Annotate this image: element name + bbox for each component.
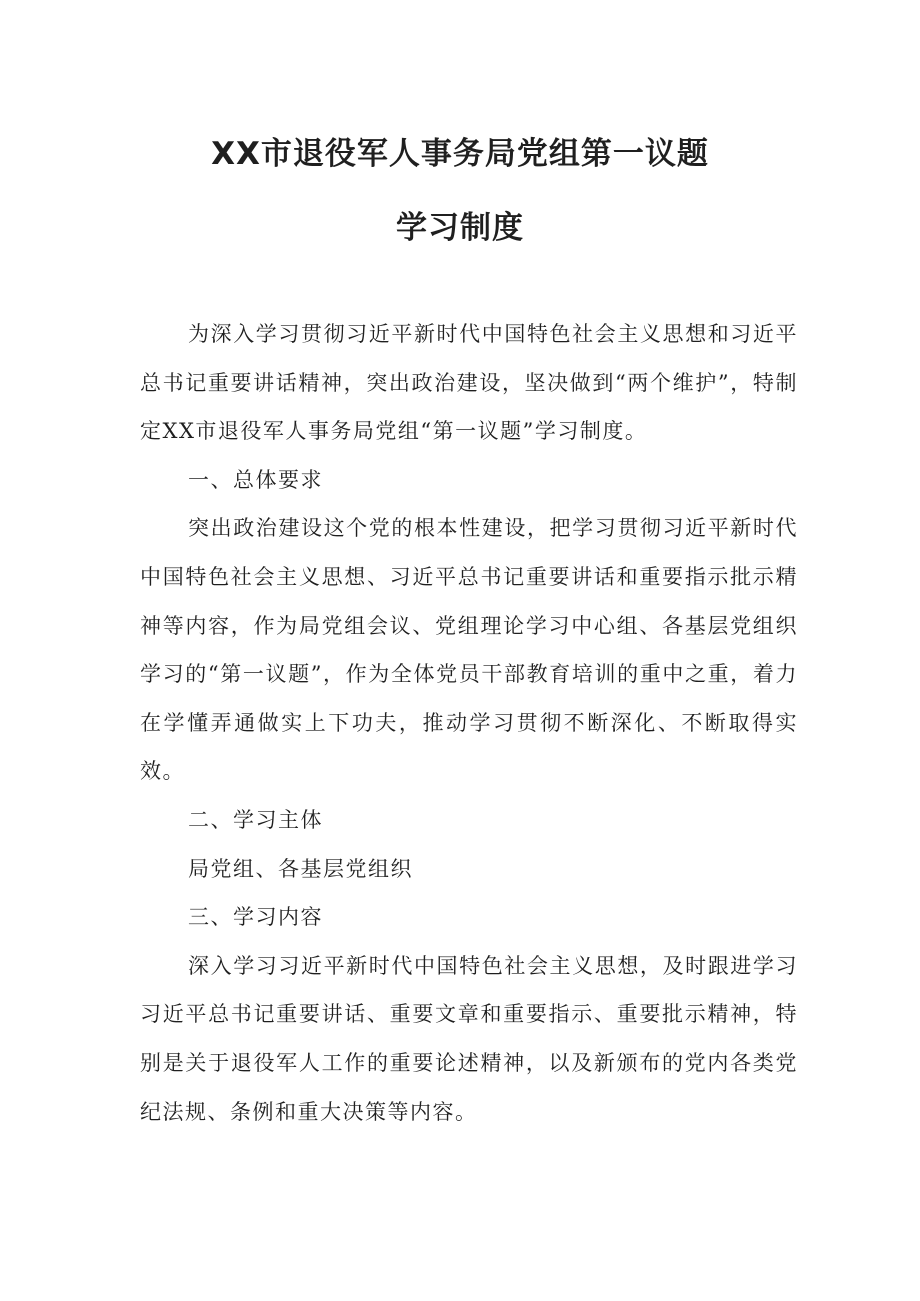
document-title-line-1: XX市退役军人事务局党组第一议题 [211, 136, 709, 172]
section-1-heading: 一、总体要求 [188, 467, 323, 492]
section-3-heading: 三、学习内容 [188, 905, 323, 930]
document-title-line-2: 学习制度 [396, 210, 524, 246]
intro-paragraph: 为深入学习贯彻习近平新时代中国特色社会主义思想和习近平总书记重要讲话精神，突出政治建设，坚决做到“两个维护”，特制定XX市退役军人事务局党组“第一议题”学习制度。 [140, 322, 798, 444]
section-2-heading: 二、学习主体 [188, 807, 323, 832]
section-3-paragraph: 深入学习习近平新时代中国特色社会主义思想，及时跟进学习习近平总书记重要讲话、重要文章和重要指示、重要批示精神，特别是关于退役军人工作的重要论述精神，以及新颁布的党内各类党纪法规、条例和重大决策等内容。 [140, 953, 798, 1124]
section-2-paragraph: 局党组、各基层党组织 [188, 856, 413, 881]
section-1-paragraph: 突出政治建设这个党的根本性建设，把学习贯彻习近平新时代中国特色社会主义思想、习近平总书记重要讲话和重要指示批示精神等内容，作为局党组会议、党组理论学习中心组、各基层党组织学习的“第一议题”，作为全体党员干部教育培训的重中之重，着力在学懂弄通做实上下功夫，推动学习贯彻不断深化、不断取得实效。 [140, 516, 798, 784]
document-body [140, 310, 798, 1136]
